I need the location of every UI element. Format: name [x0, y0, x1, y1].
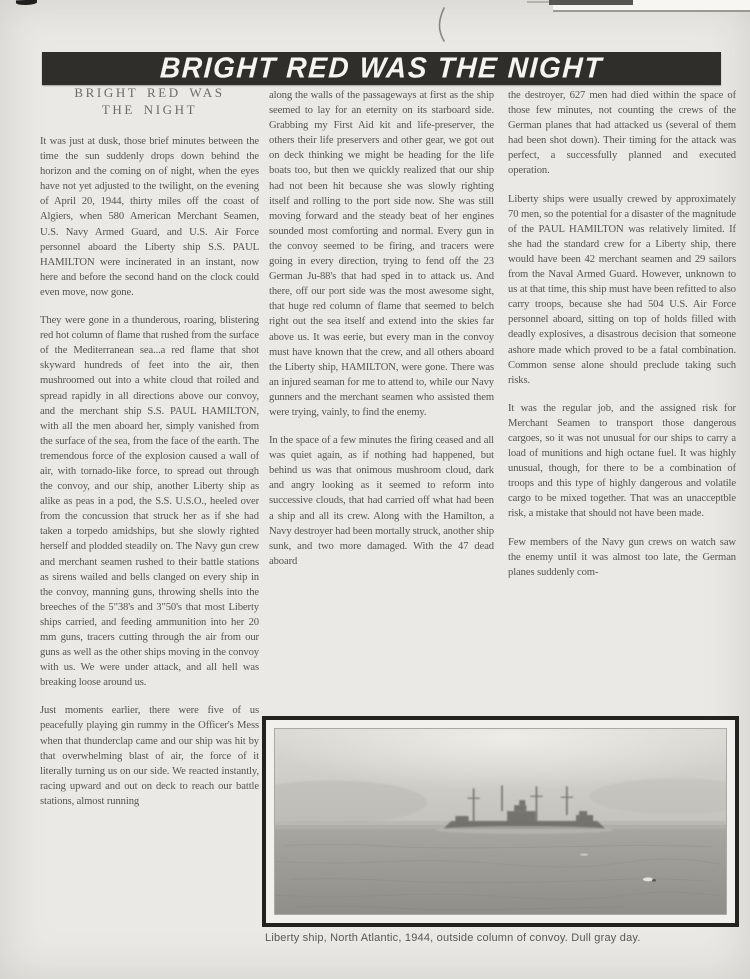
photo-caption: Liberty ship, North Atlantic, 1944, outside column of convoy. Dull gray day.: [265, 932, 641, 944]
article-paragraph: They were gone in a thunderous, roaring, blistering red hot column of flame that rushed from the surface of the Mediterranean sea...a red flame that shot skyward hundreds of feet into the air, then mushroomed out into a white cloud that roiled and spread rapidly in all directions above our convoy, and the merchant ship S.S. PAUL HAMILTON, with all the men aboard her, simply vanished from the surface of the sea, from the face of the earth. The tremendous force of the explosion caused a wall of air, with tornado-like force, to spread out through the convoy, and our ship, another Liberty ship as alike as peas in a pod, the S.S. U.S.O., heeled over from the concussion that struck her as if she had taken a torpedo amidships, but she slowly righted herself and plodded steadily on. The Navy gun crew and merchant seamen rushed to their battle stations as sirens wailed and bells clanged on every ship in the convoy, manning guns, throwing shells into the breeches of the 5"38's and 3"50's that most Liberty ships carried, and feeding ammunition into her 20 mm guns, tracers cutting through the air from our guns as well as the other ships moving in the convoy with us. We were under attack, and all hell was breaking loose around us.: [40, 315, 259, 689]
ship-wake: [435, 826, 613, 834]
article-paragraph: the destroyer, 627 men had died within the space of those few minutes, not counting the crews of the German planes that had attacked us (several of them had been shot down). Their timing for the attack was perfect, a successfully planned and executed operation.: [508, 90, 736, 177]
scan-artifact-hair-mark: [434, 7, 452, 43]
article-heading-line1: BRIGHT RED WAS: [74, 85, 225, 100]
photo-figure: [262, 716, 739, 927]
liberty-ship-photo: [275, 729, 726, 914]
article-heading: [40, 84, 259, 118]
article-paragraph: It was the regular job, and the assigned risk for Merchant Seamen to transport those dangerous cargoes, so it was not unusual for our ships to carry a load of munitions and high octane fuel. It was highly unusual, though, for there to be a combination of troops and this type of highly dangerous and volatile cargo to be mixed together. That was an unacceptble risk, a mistake that should not have been made.: [508, 402, 736, 520]
masthead-banner: [42, 52, 721, 85]
article-paragraph: Few members of the Navy gun crews on watch saw the enemy until it was almost too late, the German planes suddenly com-: [508, 536, 736, 578]
scan-artifact-dark-segment: [549, 0, 633, 5]
scan-artifact-blob: [16, 0, 37, 5]
photo-mat: [274, 728, 727, 915]
article-column-1: [40, 82, 259, 972]
water-fleck: [580, 853, 588, 856]
article-paragraph: Just moments earlier, there were five of us peacefully playing gin rummy in the Officer's Mess when that thunderclap came and our ship was hit by that overwhelming blast of air, the force of it literally turning us on our side. We reacted instantly, racing upward and out on deck to reach our battle stations, almost running: [40, 705, 259, 807]
article-column-2: [269, 88, 494, 714]
article-column-3: [508, 88, 736, 710]
article-paragraph: Liberty ships were usually crewed by approximately 70 men, so the potential for a disaster of the magnitude of the PAUL HAMILTON was relatively limited. If she had the standard crew for a Liberty ship, there would have been 42 merchant seamen and 29 sailors from the Naval Armed Guard. However, unknown to us at that time, this ship must have been refitted to also carry troops, because she had 504 U.S. Air Force personnel aboard, sitting on top of holds filled with deadly explosives, a disastrous decision that someone ashore made which proved to be a fatal combination. Common sense alone should preclude taking such risks.: [508, 193, 736, 386]
water-fleck: [643, 877, 653, 881]
article-paragraph: It was just at dusk, those brief minutes between the time the sun suddenly drops down behind the horizon and the coming on of night, when the eyes have not yet adjusted to the twilight, on the evening of April 20, 1944, thirty miles off the coast of Algiers, when 580 American Merchant Seamen, U.S. Navy Armed Guard, and U.S. Air Force personnel aboard the Liberty ship S.S. PAUL HAMILTON were incinerated in an instant, now here and before the second hand on the clock could even move, now gone.: [40, 136, 259, 298]
article-paragraph: along the walls of the passageways at first as the ship seemed to lay for an eternity on its starboard side. Grabbing my First Aid kit and life-preserver, the others their life preservers and other gear, we got out on deck thinking we might be heading for the life boats too, but then we quickly realized that our ship had not been hit because she was slowly righting itself and rolling to the port side now. She was still moving forward and the steady beat of her engines sounded most comforting and normal. Every gun in the convoy seemed to be firing, and tracers were going in every direction, trying to fend off the 23 German Ju-88's that had sped in to attack us. And there, off our port side was the most awesome sight, that huge red column of flame that seemed to belch right out the sea itself and extend into the skies far above us. It was eerie, but every man in the convoy must have known that the crew, and all others aboard the Liberty ship, HAMILTON, were gone. There was an injured seaman for me to attend to, while our Navy gunners and the merchant seamen who assisted them were trying, vainly, to find the enemy.: [269, 90, 494, 418]
water-fleck: [652, 879, 656, 881]
photo-sea: [275, 825, 726, 914]
article-paragraph: In the space of a few minutes the firing ceased and all was quiet again, as if nothing had happened, but behind us was that onimous mushroom cloud, dark and angry looking as it seemed to reform into successive clouds, that had carried off what had been a ship and all its crew. Along with the Hamilton, a Navy destroyer had been mortally struck, another ship sunk, and two more damaged. With the 47 dead aboard: [269, 435, 494, 567]
banner-title: BRIGHT RED WAS THE NIGHT: [159, 50, 604, 84]
article-heading-line2: THE NIGHT: [101, 102, 198, 117]
